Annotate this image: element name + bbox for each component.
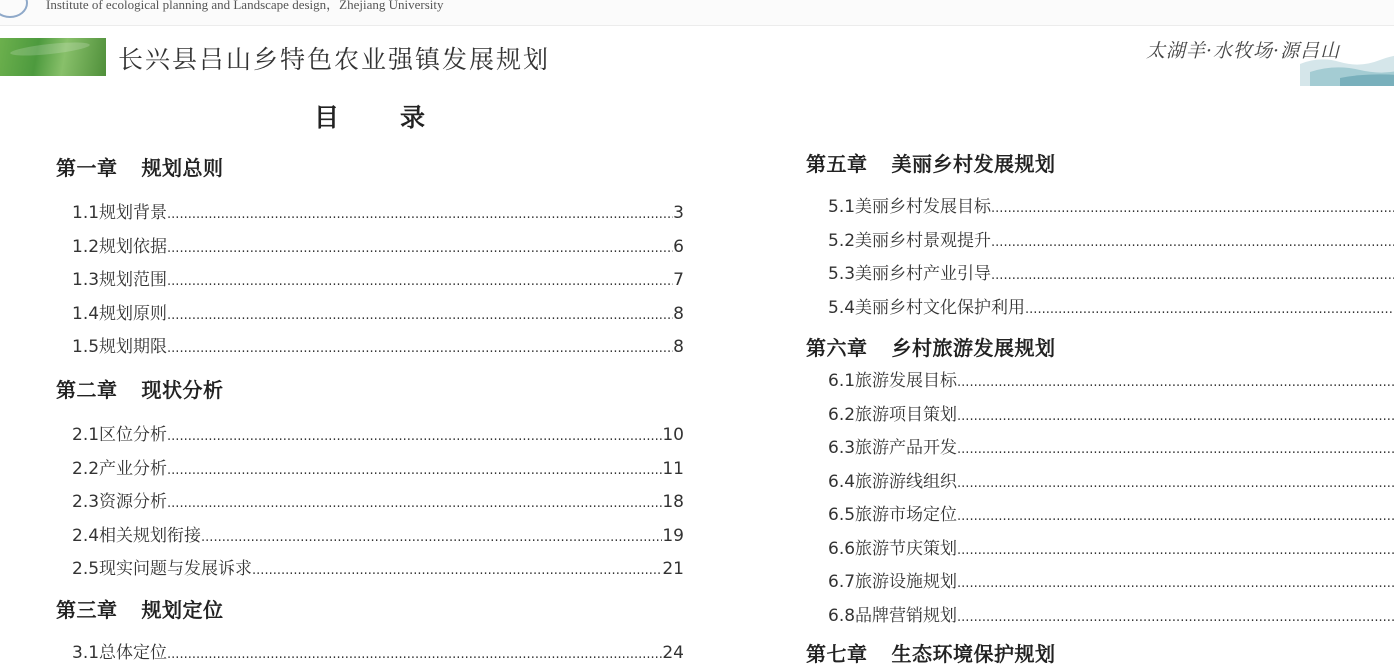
dot-leader [957, 375, 1394, 390]
toc-entry[interactable] [828, 226, 1394, 251]
page-number: 18 [662, 492, 684, 512]
dot-leader [957, 476, 1394, 491]
chapter-title: 规划总则 [141, 156, 224, 180]
chapter-number: 第五章 [806, 152, 868, 176]
section-number: 1.5 [72, 337, 100, 357]
toc-entry[interactable] [828, 433, 1394, 458]
page-number: 7 [673, 270, 684, 290]
section-number: 3.1 [72, 643, 100, 663]
dot-leader [991, 235, 1394, 250]
toc-entry[interactable] [828, 534, 1394, 559]
section-title: 美丽乡村产业引导 [855, 264, 992, 284]
toc-entry[interactable] [828, 192, 1394, 217]
page-number: 19 [662, 525, 684, 546]
toc-entry[interactable] [828, 601, 1394, 626]
chapter-number: 第七章 [806, 642, 868, 666]
document-title: 长兴县吕山乡特色农业强镇发展规划 [118, 45, 551, 74]
toc-entry[interactable] [828, 366, 1394, 391]
dot-leader [167, 241, 673, 256]
chapter-title: 现状分析 [141, 378, 224, 402]
toc-entry[interactable] [828, 500, 1394, 525]
section-number: 6.8 [828, 605, 856, 626]
section-title: 美丽乡村景观提升 [855, 230, 992, 251]
section-title: 规划依据 [99, 236, 168, 257]
section-number: 2.2 [72, 458, 100, 479]
toc-entry[interactable] [828, 400, 1394, 425]
dot-leader [167, 207, 673, 222]
dot-leader [957, 543, 1394, 558]
section-title: 旅游项目策划 [855, 404, 958, 425]
toc-entry[interactable] [72, 198, 684, 223]
section-number: 6.2 [828, 404, 856, 425]
toc-entry[interactable] [72, 554, 684, 579]
toc-entry[interactable] [72, 332, 684, 357]
dot-leader [201, 530, 662, 545]
dot-leader [957, 442, 1394, 457]
section-number: 6.7 [828, 572, 856, 592]
page-number: 3 [673, 203, 684, 223]
section-number: 2.4 [72, 525, 100, 546]
chapter-title: 美丽乡村发展规划 [891, 152, 1056, 176]
chapter-heading[interactable] [56, 152, 224, 181]
chapter-number: 第六章 [806, 336, 868, 360]
chapter-heading[interactable] [56, 374, 224, 403]
dot-leader [167, 429, 662, 444]
top-strip [0, 0, 1394, 26]
section-title: 旅游发展目标 [855, 371, 958, 391]
slogan: 太湖羊·水牧场·源吕山 [1146, 40, 1341, 62]
dot-leader [167, 463, 662, 478]
section-title: 资源分析 [99, 492, 168, 512]
page-number: 11 [662, 458, 684, 479]
section-number: 6.3 [828, 438, 856, 458]
toc-entry[interactable] [72, 420, 684, 445]
page-number: 21 [662, 559, 684, 579]
section-title: 规划背景 [99, 203, 168, 223]
page-number: 24 [662, 643, 684, 663]
page-number: 10 [662, 425, 684, 445]
section-title: 美丽乡村文化保护利用 [855, 297, 1026, 318]
section-title: 旅游产品开发 [855, 438, 958, 458]
chapter-title: 规划定位 [141, 598, 224, 622]
section-title: 规划范围 [99, 270, 168, 290]
section-title: 品牌营销规划 [855, 605, 958, 626]
section-number: 2.3 [72, 492, 100, 512]
section-number: 1.4 [72, 303, 100, 324]
section-title: 美丽乡村发展目标 [855, 197, 992, 217]
section-number: 5.3 [828, 264, 856, 284]
dot-leader [957, 409, 1394, 424]
dot-leader [957, 576, 1394, 591]
toc-entry[interactable] [72, 521, 684, 546]
section-title: 旅游市场定位 [855, 505, 958, 525]
section-title: 旅游游线组织 [855, 471, 958, 492]
section-number: 1.3 [72, 270, 100, 290]
page-number: 6 [673, 236, 684, 257]
section-number: 6.4 [828, 471, 856, 492]
page-number: 8 [673, 303, 684, 324]
university-logo-icon [0, 0, 28, 18]
toc-entry[interactable] [72, 487, 684, 512]
dot-leader [991, 201, 1394, 216]
dot-leader [957, 509, 1394, 524]
dot-leader [167, 341, 673, 356]
section-number: 1.1 [72, 203, 100, 223]
chapter-heading[interactable] [806, 638, 1056, 667]
section-title: 旅游设施规划 [855, 572, 958, 592]
toc-entry[interactable] [72, 232, 684, 257]
section-number: 6.5 [828, 505, 856, 525]
chapter-title: 乡村旅游发展规划 [891, 336, 1056, 360]
dot-leader [957, 610, 1394, 625]
chapter-number: 第三章 [56, 598, 118, 622]
section-title: 相关规划衔接 [99, 525, 202, 546]
toc-entry[interactable] [72, 265, 684, 290]
dot-leader [167, 308, 673, 323]
dot-leader [1025, 302, 1394, 317]
landscape-wave-icon [1300, 34, 1394, 86]
toc-entry[interactable] [72, 299, 684, 324]
section-number: 2.5 [72, 559, 100, 579]
chapter-title: 生态环境保护规划 [891, 642, 1056, 666]
section-number: 5.4 [828, 297, 856, 318]
section-title: 现实问题与发展诉求 [99, 559, 253, 579]
toc-entry[interactable] [828, 293, 1394, 318]
section-title: 区位分析 [99, 425, 168, 445]
section-title: 总体定位 [99, 643, 168, 663]
section-title: 规划期限 [99, 337, 168, 357]
institute-name: Institute of ecological planning and Landscape design，Zhejiang University [46, 0, 444, 12]
section-title: 产业分析 [99, 458, 168, 479]
dot-leader [991, 268, 1394, 283]
section-title: 规划原则 [99, 303, 168, 324]
chapter-heading[interactable] [806, 332, 1056, 361]
section-number: 5.1 [828, 197, 856, 217]
chapter-heading[interactable] [56, 594, 224, 623]
chapter-number: 第二章 [56, 378, 118, 402]
toc-entry[interactable] [72, 638, 684, 663]
chapter-number: 第一章 [56, 156, 118, 180]
toc-entry[interactable] [828, 567, 1394, 592]
section-number: 6.6 [828, 538, 856, 559]
toc-entry[interactable] [72, 454, 684, 479]
section-number: 1.2 [72, 236, 100, 257]
toc-heading: 目 录 [314, 103, 444, 132]
toc-entry[interactable] [828, 259, 1394, 284]
page-number: 8 [673, 337, 684, 357]
dot-leader [167, 647, 662, 662]
section-title: 旅游节庆策划 [855, 538, 958, 559]
section-number: 5.2 [828, 230, 856, 251]
section-number: 2.1 [72, 425, 100, 445]
section-number: 6.1 [828, 371, 856, 391]
toc-entry[interactable] [828, 467, 1394, 492]
dot-leader [167, 274, 673, 289]
dot-leader [252, 563, 662, 578]
green-banner-decoration [0, 38, 106, 76]
chapter-heading[interactable] [806, 148, 1056, 177]
dot-leader [167, 496, 662, 511]
